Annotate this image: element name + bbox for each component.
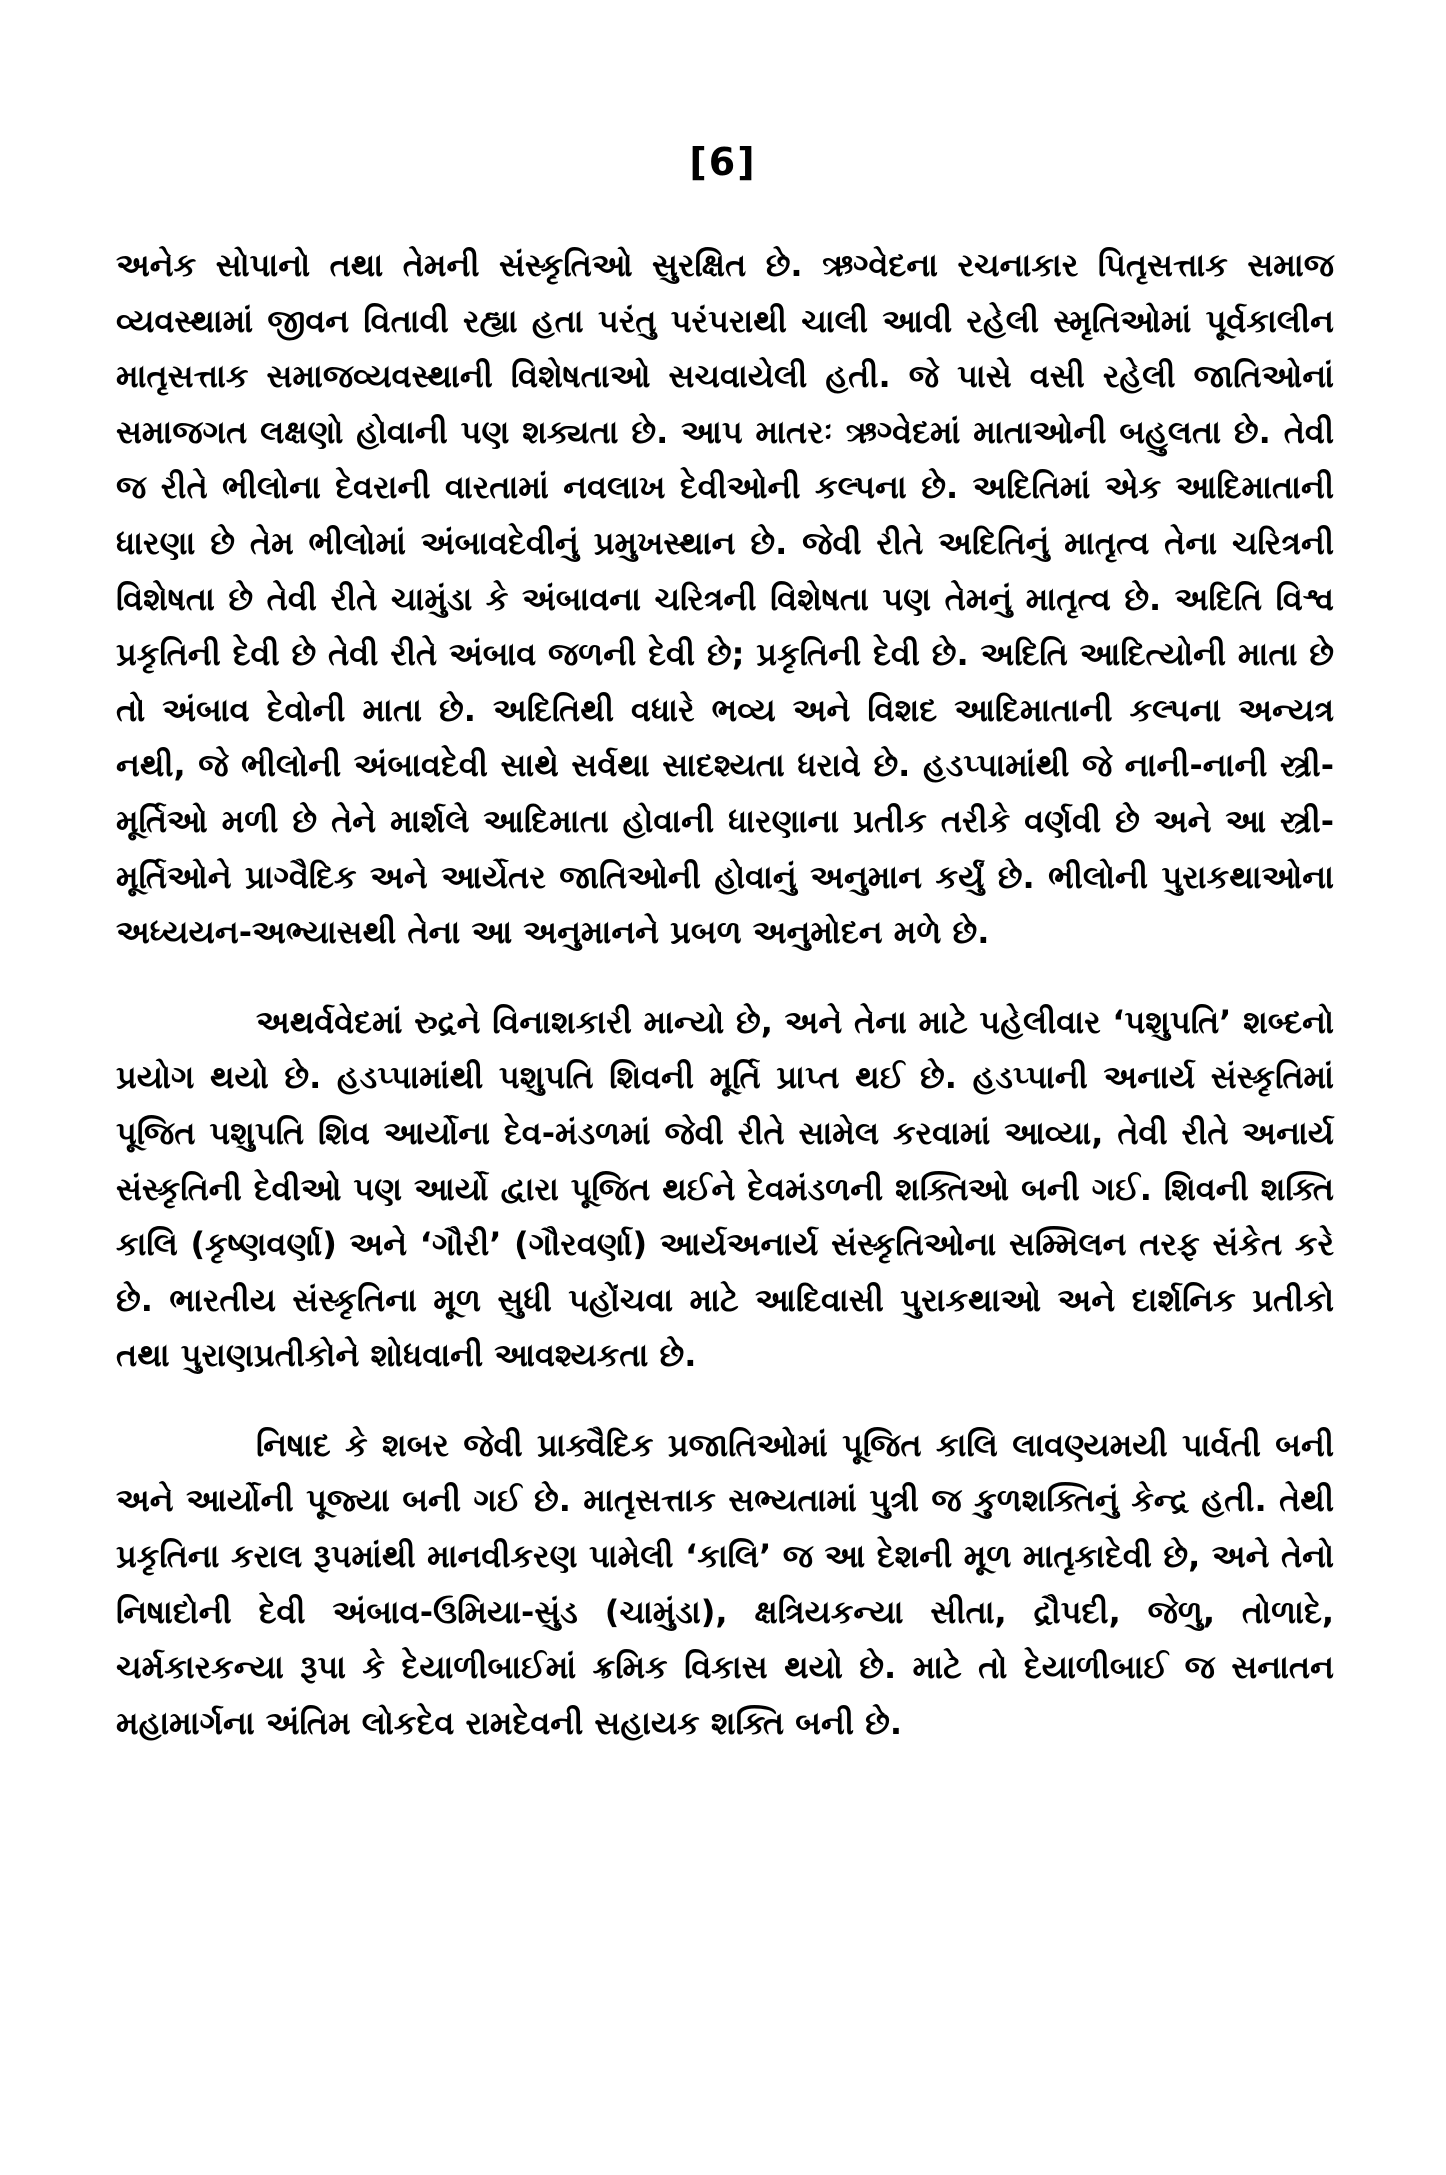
paragraph-3: નિષાદ કે શબર જેવી પ્રાક્વૈદિક પ્રજાતિઓમાં પૂજિત કાલિ લાવણ્યમયી પાર્વતી બની અને આર્યોની પૂજ્યા બની ગઈ છે. માતૃસત્તાક સભ્યતામાં પુત્રી જ કુળશક્તિનું કેન્દ્ર હતી. તેથી પ્રકૃતિના કરાલ રૂપમાંથી માનવીકરણ પામેલી ‘કાલિ’ જ આ દેશની મૂળ માતૃકાદેવી છે, અને તેનો નિષાદોની દેવી અંબાવ-ઉમિયા-સુંડ (ચામુંડા), ક્ષત્રિયકન્યા સીતા, દ્રૌપદી, જેળુ, તોળાદે, ચર્મકારકન્યા રૂપા કે દેયાળીબાઈમાં ક્રમિક વિકાસ થયો છે. માટે તો દેયાળીબાઈ જ સનાતન મહામાર્ગના અંતિમ લોકદેવ રામદેવની સહાયક શક્તિ બની છે. [116, 1425, 1335, 1742]
paragraph-1: અનેક સોપાનો તથા તેમની સંસ્કૃતિઓ સુરક્ષિત છે. ઋગ્વેદના રચનાકાર પિતૃસત્તાક સમાજ વ્યવસ્થામાં જીવન વિતાવી રહ્યા હતા પરંતુ પરંપરાથી ચાલી આવી રહેલી સ્મૃતિઓમાં પૂર્વકાલીન માતૃસત્તાક સમાજવ્યવસ્થાની વિશેષતાઓ સચવાયેલી હતી. જે પાસે વસી રહેલી જાતિઓનાં સમાજગત લક્ષણો હોવાની પણ શક્યતા છે. આપ માતરઃ ઋગ્વેદમાં માતાઓની બહુલતા છે. તેવી જ રીતે ભીલોના દેવરાની વારતામાં નવલાખ દેવીઓની કલ્પના છે. અદિતિમાં એક આદિમાતાની ધારણા છે તેમ ભીલોમાં અંબાવદેવીનું પ્રમુખસ્થાન છે. જેવી રીતે અદિતિનું માતૃત્વ તેના ચરિત્રની વિશેષતા છે તેવી રીતે ચામુંડા કે અંબાવના ચરિત્રની વિશેષતા પણ તેમનું માતૃત્વ છે. અદિતિ વિશ્વ પ્રકૃતિની દેવી છે તેવી રીતે અંબાવ જળની દેવી છે; પ્રકૃતિની દેવી છે. અદિતિ આદિત્યોની માતા છે તો અંબાવ દેવોની માતા છે. અદિતિથી વધારે ભવ્ય અને વિશદ આદિમાતાની કલ્પના અન્યત્ર નથી, જે ભીલોની અંબાવદેવી સાથે સર્વથા સાદશ્યતા ધરાવે છે. હડપ્પામાંથી જે નાની-નાની સ્ત્રી-મૂર્તિઓ મળી છે તેને માર્શલે આદિમાતા હોવાની ધારણાના પ્રતીક તરીકે વર્ણવી છે અને આ સ્ત્રી-મૂર્તિઓને પ્રાગ્વૈદિક અને આર્યેતર જાતિઓની હોવાનું અનુમાન કર્યું છે. ભીલોની પુરાકથાઓના અધ્યયન-અભ્યાસથી તેના આ અનુમાનને પ્રબળ અનુમોદન મળે છે. [116, 246, 1334, 952]
paragraph-2: અથર્વવેદમાં રુદ્રને વિનાશકારી માન્યો છે, અને તેના માટે પહેલીવાર ‘પશુપતિ’ શબ્દનો પ્રયોગ થયો છે. હડપ્પામાંથી પશુપતિ શિવની મૂર્તિ પ્રાપ્ત થઈ છે. હડપ્પાની અનાર્ય સંસ્કૃતિમાં પૂજિત પશુપતિ શિવ આર્યોના દેવ-મંડળમાં જેવી રીતે સામેલ કરવામાં આવ્યા, તેવી રીતે અનાર્ય સંસ્કૃતિની દેવીઓ પણ આર્યો દ્વારા પૂજિત થઈને દેવમંડળની શક્તિઓ બની ગઈ. શિવની શક્તિ કાલિ (કૃષ્ણવર્ણા) અને ‘ગૌરી’ (ગૌરવર્ણા) આર્યઅનાર્ય સંસ્કૃતિઓના સમ્મિલન તરફ સંકેત કરે છે. ભારતીય સંસ્કૃતિના મૂળ સુધી પહોંચવા માટે આદિવાસી પુરાકથાઓ અને દાર્શનિક પ્રતીકો તથા પુરાણપ્રતીકોને શોધવાની આવશ્યકતા છે. [116, 1002, 1334, 1375]
page-number: [6] [689, 140, 757, 184]
body-text [116, 238, 1334, 1751]
